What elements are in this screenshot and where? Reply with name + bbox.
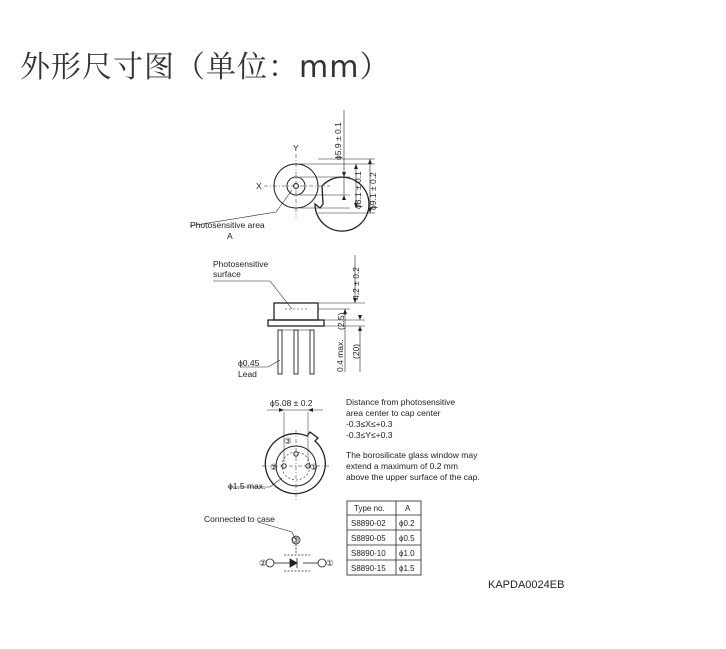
top-dim-cap: ϕ8.1 ± 0.1 xyxy=(353,171,363,209)
side-flange xyxy=(268,320,324,326)
table-row-3-type: S8890-10 xyxy=(351,549,386,558)
top-axis-x-label: X xyxy=(256,181,262,191)
table-row-3-a: ϕ1.0 xyxy=(399,549,415,558)
side-lead-1 xyxy=(278,330,282,374)
top-dim-flange: ϕ9.1 ± 0.2 xyxy=(368,172,378,210)
drawing-code: KAPDA0024EB xyxy=(488,579,565,591)
side-lead-2 xyxy=(294,330,298,374)
note-glass-line1: The borosilicate glass window may xyxy=(346,450,478,460)
table-row-2-a: ϕ0.5 xyxy=(399,534,415,543)
note-glass-line2: extend a maximum of 0.2 mm xyxy=(346,461,458,471)
side-dim-max: 0.4 max. xyxy=(335,339,345,372)
table-row-4-type: S8890-15 xyxy=(351,564,386,573)
note-glass-line3: above the upper surface of the cap. xyxy=(346,472,480,482)
table-header-a: A xyxy=(405,504,411,513)
page-title: 外形尺寸图（单位：mm） xyxy=(20,50,391,85)
top-view xyxy=(190,110,375,231)
note-distance-line2: area center to cap center xyxy=(346,408,441,418)
bottom-pitch-label: ϕ5.08 ± 0.2 xyxy=(270,398,313,408)
table-header-type: Type no. xyxy=(354,504,385,513)
bottom-pin2-label: ② xyxy=(270,462,278,472)
top-dim-window: ϕ5.9 ± 0.1 xyxy=(333,122,343,160)
table-row-1-a: ϕ0.2 xyxy=(399,519,415,528)
photosensitive-area-label: Photosensitive area xyxy=(190,220,265,230)
side-dim-height: 4.2 ± 0.2 xyxy=(351,266,361,300)
note-distance-line3: -0.3≤X≤+0.3 xyxy=(346,419,393,429)
table-row-2-type: S8890-05 xyxy=(351,534,386,543)
lead-label: Lead xyxy=(238,369,257,379)
note-distance-line4: -0.3≤Y≤+0.3 xyxy=(346,430,393,440)
side-lead-3 xyxy=(310,330,314,374)
bottom-pin3-label: ③ xyxy=(284,436,292,446)
schematic-pin1: ① xyxy=(326,558,334,568)
side-dim-lead-length: (20) xyxy=(351,343,361,359)
note-distance-line1: Distance from photosensitive xyxy=(346,397,456,407)
bottom-hole-label: ϕ1.5 max. xyxy=(228,481,266,491)
side-cap xyxy=(274,303,318,320)
surface-label-line2: surface xyxy=(213,269,241,279)
surface-label-line1: Photosensitive xyxy=(213,259,269,269)
top-axis-y-label: Y xyxy=(293,143,299,153)
table-row-1-type: S8890-02 xyxy=(351,519,386,528)
table-row-4-a: ϕ1.5 xyxy=(399,564,415,573)
bottom-pin1-label: ① xyxy=(310,462,318,472)
photosensitive-area-sub: A xyxy=(227,231,233,241)
schematic-pin2: ② xyxy=(259,558,267,568)
schematic-symbol xyxy=(258,522,326,571)
side-dim-flange: (2.5) xyxy=(336,312,346,330)
schematic-pin3: ③ xyxy=(292,535,300,545)
schematic-case-label: Connected to case xyxy=(204,514,275,524)
lead-diameter-label: ϕ0.45 xyxy=(238,358,260,368)
